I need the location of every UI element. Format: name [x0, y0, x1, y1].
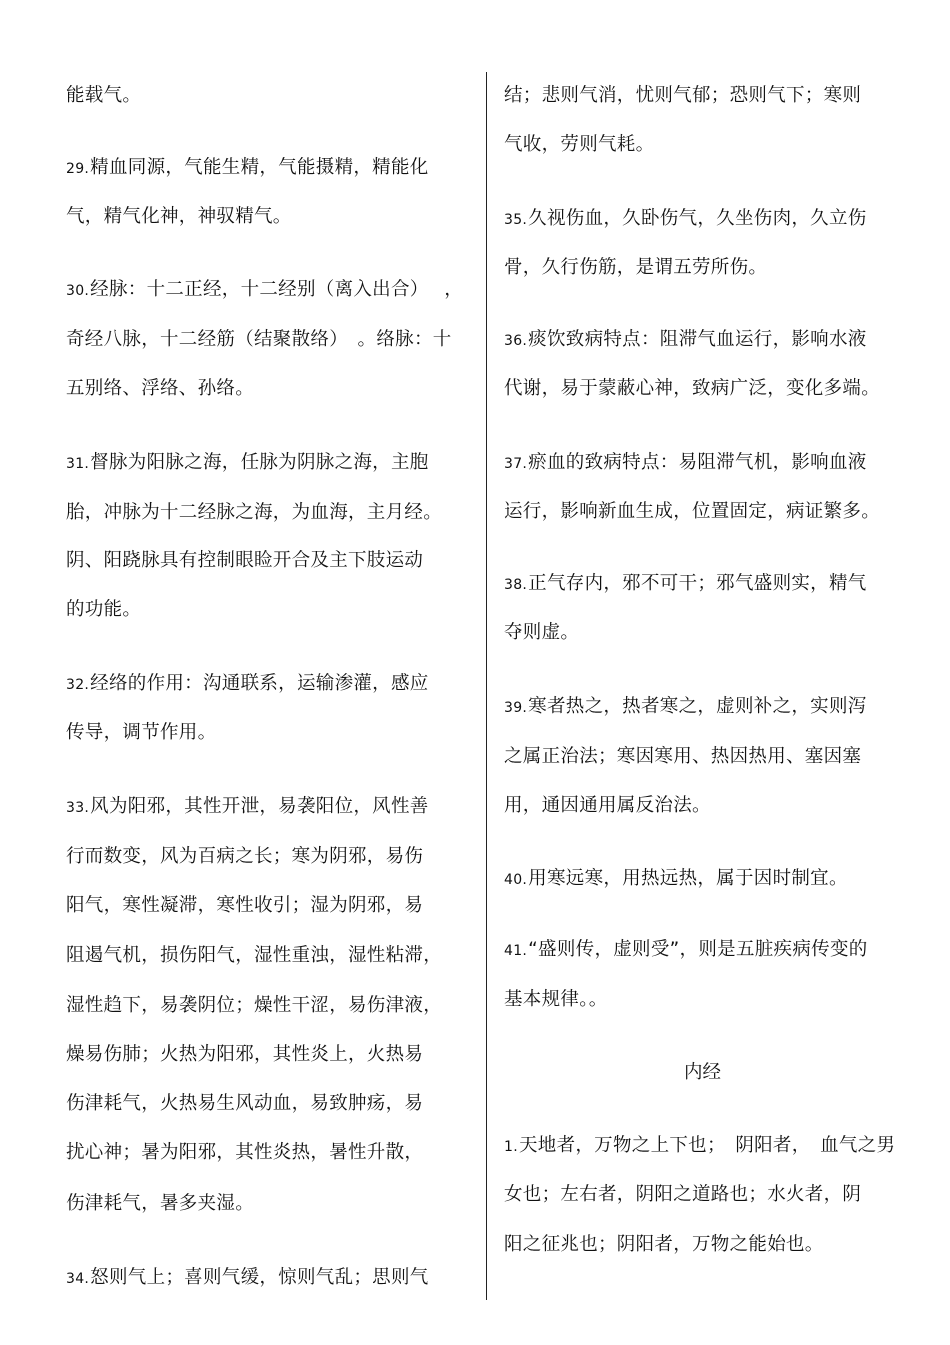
section-heading: 内经: [684, 1062, 722, 1083]
line-text: 能载气。: [66, 85, 142, 106]
item-number: 36.: [504, 333, 528, 349]
item-number: 31.: [66, 456, 90, 472]
text-line: [504, 938, 868, 963]
line-text: 奇经八脉，十二经筋（结聚散络） 。络脉：十: [66, 329, 452, 350]
item-number: 39.: [504, 700, 528, 716]
text-line: [66, 994, 442, 1018]
line-text: 用，通因通用属反治法。: [504, 795, 711, 816]
text-line: [66, 156, 429, 181]
text-line: [66, 672, 429, 697]
line-text: 夺则虚。: [504, 622, 580, 643]
line-text: 胎，冲脉为十二经脉之海，为血海，主月经。: [66, 502, 443, 523]
text-line: [504, 745, 861, 769]
text-line: [66, 1092, 423, 1116]
text-line: [66, 1043, 423, 1067]
line-text: 风为阳邪，其性开泄，易袭阳位，风性善: [90, 796, 429, 817]
line-text: 阻遏气机，损伤阳气，湿性重浊，湿性粘滞，: [66, 945, 443, 966]
line-text: 基本规律。。: [504, 989, 608, 1010]
text-line: [66, 205, 292, 229]
line-text: 久视伤血，久卧伤气，久坐伤肉，久立伤: [528, 208, 867, 229]
item-number: 34.: [66, 1271, 90, 1287]
text-line: [66, 1141, 423, 1165]
text-line: [66, 598, 141, 622]
text-line: [66, 795, 429, 820]
text-line: [504, 794, 711, 818]
line-text: 精血同源，气能生精，气能摄精，精能化: [90, 157, 429, 178]
item-number: 37.: [504, 456, 528, 472]
line-text: 瘀血的致病特点：易阻滞气机，影响血液: [528, 452, 867, 473]
text-line: [504, 377, 880, 401]
line-text: 扰心神；暑为阳邪，其性炎热，暑性升散，: [66, 1142, 424, 1163]
text-line: [66, 328, 452, 352]
text-line: [504, 621, 579, 645]
line-text: 女也；左右者，阴阳之道路也；水火者，阴: [504, 1184, 862, 1205]
line-text: 阳气，寒性凝滞，寒性收引；湿为阴邪，易: [66, 895, 424, 916]
item-number: 41.: [504, 943, 528, 959]
line-text: 督脉为阳脉之海，任脉为阴脉之海，主胞: [90, 452, 429, 473]
text-line: [66, 84, 141, 108]
item-number: 30.: [66, 283, 90, 299]
text-line: [504, 133, 654, 157]
text-line: [66, 944, 442, 968]
item-number: 33.: [66, 800, 90, 816]
line-text: 阳之征兆也；阴阳者，万物之能始也。: [504, 1234, 824, 1255]
line-text: 经络的作用：沟通联系，运输渗灌，感应: [90, 673, 429, 694]
line-text: 结；悲则气消，忧则气郁；恐则气下；寒则: [504, 85, 862, 106]
line-text: 经脉：十二正经，十二经别（离入出合） ，: [90, 279, 464, 300]
line-text: 天地者，万物之上下也； 阴阳者， 血气之男: [518, 1135, 896, 1156]
text-line: [504, 451, 867, 476]
column-divider: [486, 72, 487, 1300]
text-line: [66, 1266, 429, 1291]
line-text: 伤津耗气，暑多夹湿。: [66, 1193, 255, 1214]
text-line: [66, 451, 429, 476]
line-text: 之属正治法；寒因寒用、热因热用、塞因塞: [504, 746, 862, 767]
text-line: [504, 572, 867, 597]
line-text: 代谢，易于蒙蔽心神，致病广泛，变化多端。: [504, 378, 881, 399]
item-number: 40.: [504, 872, 528, 888]
line-text: 正气存内，邪不可干；邪气盛则实，精气: [528, 573, 867, 594]
text-line: [504, 500, 880, 524]
item-number: 38.: [504, 577, 528, 593]
line-text: 运行，影响新血生成，位置固定，病证繁多。: [504, 501, 881, 522]
text-line: [66, 1192, 254, 1216]
text-line: [504, 988, 608, 1012]
text-line: [66, 845, 423, 869]
text-line: [504, 256, 767, 280]
line-text: 气收，劳则气耗。: [504, 134, 655, 155]
text-line: [66, 721, 216, 745]
text-line: [504, 1134, 895, 1159]
line-text: 伤津耗气，火热易生风动血，易致肿疡，易: [66, 1093, 424, 1114]
line-text: 传导，调节作用。: [66, 722, 217, 743]
item-number: 35.: [504, 212, 528, 228]
line-text: 寒者热之，热者寒之，虚则补之，实则泻: [528, 696, 867, 717]
item-number: 1.: [504, 1139, 518, 1155]
line-text: 痰饮致病特点：阻滞气血运行，影响水液: [528, 329, 867, 350]
item-number: 29.: [66, 161, 90, 177]
text-line: [504, 207, 867, 232]
text-line: [504, 328, 867, 353]
text-line: [66, 377, 254, 401]
text-line: [504, 1183, 861, 1207]
text-line: [66, 501, 442, 525]
line-text: “盛则传，虚则受”，则是五脏疾病传变的: [528, 939, 868, 960]
line-text: 湿性趋下，易袭阴位；燥性干涩，易伤津液，: [66, 995, 443, 1016]
text-line: [504, 1233, 824, 1257]
line-text: 阴、阳跷脉具有控制眼睑开合及主下肢运动: [66, 550, 424, 571]
line-text: 气，精气化神，神驭精气。: [66, 206, 292, 227]
text-line: [504, 867, 848, 892]
line-text: 怒则气上；喜则气缓，惊则气乱；思则气: [90, 1267, 429, 1288]
text-line: [504, 695, 867, 720]
text-line: [504, 84, 861, 108]
text-line: [66, 278, 463, 303]
item-number: 32.: [66, 677, 90, 693]
line-text: 骨，久行伤筋，是谓五劳所伤。: [504, 257, 768, 278]
line-text: 行而数变，风为百病之长；寒为阴邪，易伤: [66, 846, 424, 867]
text-line: [66, 549, 423, 573]
line-text: 的功能。: [66, 599, 142, 620]
line-text: 燥易伤肺；火热为阳邪，其性炎上，火热易: [66, 1044, 424, 1065]
line-text: 用寒远寒，用热远热，属于因时制宜。: [528, 868, 848, 889]
line-text: 五别络、浮络、孙络。: [66, 378, 255, 399]
text-line: [66, 894, 423, 918]
